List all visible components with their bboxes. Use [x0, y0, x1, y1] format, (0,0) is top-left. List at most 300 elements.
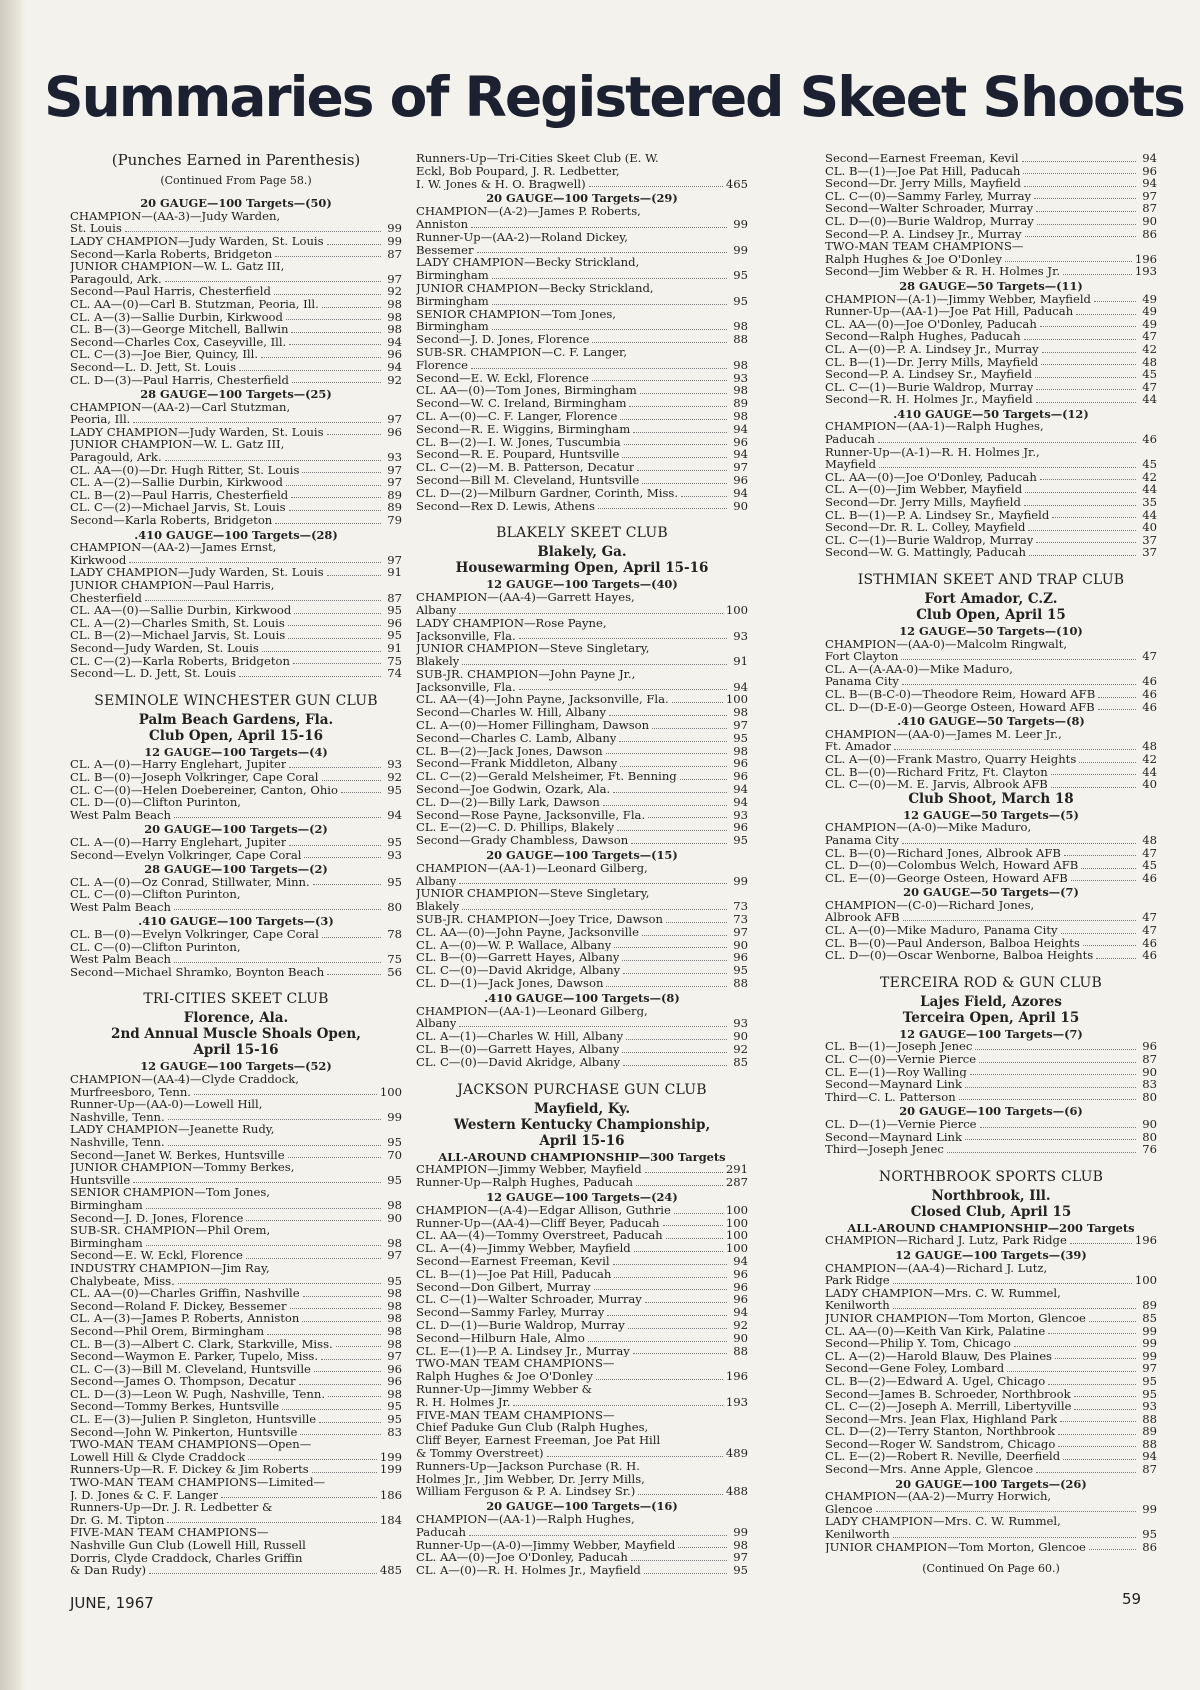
- score: 92: [387, 769, 402, 784]
- result-line: [416, 308, 748, 321]
- result-line: [825, 265, 1157, 278]
- result-text: Second—Earnest Freeman, Kevil: [416, 1254, 610, 1268]
- dot-leader: [471, 368, 727, 369]
- score: 90: [733, 1029, 748, 1044]
- dot-leader: [168, 1119, 381, 1120]
- section-note: (Punches Earned in Parenthesis): [111, 151, 361, 169]
- score: 97: [733, 1550, 748, 1565]
- dot-leader: [965, 1139, 1136, 1140]
- result-text: CL. B—(0)—Garrett Hayes, Albany: [416, 1043, 620, 1056]
- dot-leader: [239, 370, 381, 371]
- dot-leader: [1023, 173, 1136, 174]
- dot-leader: [1025, 236, 1136, 237]
- score: 96: [733, 820, 748, 835]
- dot-leader: [289, 845, 381, 846]
- result-text: Nashville, Tenn.: [70, 1136, 165, 1149]
- result-text: Second—Waymon E. Parker, Tupelo, Miss.: [70, 1350, 319, 1363]
- result-text: CL. C—(3)—Bill M. Cleveland, Huntsville: [70, 1362, 311, 1376]
- dot-leader: [1024, 505, 1136, 506]
- dot-leader: [648, 817, 727, 818]
- result-line: [825, 356, 1157, 369]
- dot-leader: [1024, 186, 1136, 187]
- result-text: Blakely: [416, 900, 460, 914]
- dot-leader: [606, 753, 727, 754]
- score: 99: [733, 1524, 748, 1539]
- result-line: [825, 546, 1157, 559]
- dot-leader: [327, 244, 381, 245]
- result-text: CL. B—(0)—Paul Anderson, Balboa Heights: [825, 936, 1080, 950]
- score: 94: [733, 1253, 748, 1268]
- result-text: CL. D—(0)—Oscar Wenborne, Balboa Heights: [825, 949, 1094, 962]
- score: 70: [387, 1147, 402, 1162]
- result-line: [70, 248, 402, 261]
- dot-leader: [1076, 314, 1136, 315]
- result-line: [416, 719, 748, 732]
- dot-leader: [129, 562, 381, 563]
- dot-leader: [336, 1346, 381, 1347]
- result-text: Second—E. W. Eckl, Florence: [416, 371, 589, 385]
- result-text: Ralph Hughes & Joe O'Donley: [416, 1370, 593, 1383]
- result-line: [70, 1073, 402, 1086]
- result-line: [416, 887, 748, 900]
- result-line: [416, 693, 748, 706]
- score: 94: [387, 359, 402, 374]
- result-text: Murfreesboro, Tenn.: [70, 1085, 191, 1099]
- result-text: LADY CHAMPION—Mrs. C. W. Rummel,: [825, 1286, 1061, 1300]
- result-text: CHAMPION—(AA-0)—James M. Leer Jr.,: [825, 727, 1062, 741]
- result-text: Second—James O. Thompson, Decatur: [70, 1375, 296, 1388]
- result-line: [825, 1503, 1157, 1516]
- result-text: CL. D—(D-E-0)—George Osteen, Howard AFB: [825, 700, 1095, 714]
- result-text: Second—Dr. Jerry Mills, Mayfield: [825, 177, 1021, 190]
- score: 98: [387, 296, 402, 311]
- result-text: West Palm Beach: [70, 808, 171, 822]
- score: 489: [725, 1445, 748, 1460]
- result-line: [825, 1350, 1157, 1363]
- result-line: [70, 1262, 402, 1275]
- score: 73: [733, 899, 748, 914]
- result-text: CHAMPION—(A-0)—Mike Maduro,: [825, 821, 1032, 834]
- result-line: [416, 706, 748, 719]
- result-text: CL. B—(1)—Joseph Jenec: [825, 1040, 973, 1054]
- result-text: Second—John W. Pinkerton, Huntsville: [70, 1425, 298, 1439]
- dot-leader: [168, 1145, 381, 1146]
- dot-leader: [979, 1062, 1136, 1063]
- result-text: Second—Rose Payne, Jacksonville, Fla.: [416, 808, 646, 822]
- result-line: [70, 1199, 402, 1212]
- result-text: Second—Earnest Freeman, Kevil: [825, 152, 1019, 165]
- result-text: CL. AA—(0)—Charles Griffin, Nashville: [70, 1287, 300, 1300]
- result-line: [70, 235, 402, 248]
- result-text: J. D. Jones & C. F. Langer: [70, 1488, 219, 1502]
- gauge-heading: ALL-AROUND CHAMPIONSHIP—200 Targets: [847, 1220, 1135, 1235]
- result-line: [70, 604, 402, 617]
- result-line: [70, 311, 402, 324]
- dot-leader: [304, 857, 381, 858]
- result-line: [416, 1332, 748, 1345]
- result-line: [416, 951, 748, 964]
- score: 91: [387, 640, 402, 655]
- score: 90: [1142, 1064, 1157, 1079]
- result-text: CL. B—(1)—P. A. Lindsey Sr., Mayfield: [825, 508, 1050, 522]
- dot-leader: [1022, 161, 1136, 162]
- score: 96: [1142, 1039, 1157, 1054]
- result-line: [416, 732, 748, 745]
- result-line: [70, 758, 402, 771]
- score: 98: [387, 1235, 402, 1250]
- score: 94: [733, 1305, 748, 1320]
- result-text: Runner-Up—Jimmy Webber &: [416, 1382, 592, 1396]
- score: 80: [387, 899, 402, 914]
- result-text: Birmingham: [70, 1236, 143, 1250]
- result-line: [70, 464, 402, 477]
- result-text: CL. C—(3)—Joe Bier, Quincy, Ill.: [70, 348, 259, 361]
- result-line: [416, 862, 748, 875]
- result-text: Second—Paul Harris, Chesterfield: [70, 285, 271, 298]
- result-text: Panama City: [825, 833, 899, 847]
- score: 35: [1142, 495, 1157, 510]
- score: 92: [733, 1042, 748, 1056]
- result-text: Jacksonville, Fla.: [416, 680, 516, 694]
- result-text: R. H. Holmes Jr.: [416, 1395, 511, 1409]
- result-line: [416, 474, 748, 487]
- score: 90: [1142, 1117, 1157, 1131]
- result-line: [70, 1476, 402, 1489]
- result-line: [825, 1528, 1157, 1541]
- score: 94: [733, 794, 748, 809]
- result-line: [70, 928, 402, 941]
- dot-leader: [519, 689, 727, 690]
- result-text: CL. A—(0)—Harry Englehart, Jupiter: [70, 758, 287, 771]
- result-line: [70, 348, 402, 361]
- score: 95: [387, 1273, 402, 1288]
- gauge-heading: 20 GAUGE—100 Targets—(2): [144, 822, 328, 837]
- dot-leader: [1005, 261, 1132, 262]
- gauge-heading: 20 GAUGE—100 Targets—(26): [895, 1476, 1087, 1491]
- result-text: Cliff Beyer, Earnest Freeman, Joe Pat Hill: [416, 1434, 661, 1447]
- result-line: [416, 1217, 748, 1230]
- score: 89: [387, 500, 402, 515]
- result-text: CL. A—(2)—Charles Smith, St. Louis: [70, 616, 285, 630]
- result-line: [70, 323, 402, 336]
- dot-leader: [1040, 479, 1136, 480]
- result-line: [416, 1460, 748, 1473]
- score: 99: [733, 873, 748, 888]
- result-text: Fort Clayton: [825, 650, 899, 663]
- score: 46: [1142, 674, 1157, 689]
- result-text: CL. AA—(0)—John Payne, Jacksonville: [416, 925, 639, 939]
- result-text: & Dan Rudy): [70, 1564, 147, 1577]
- gauge-heading: 12 GAUGE—100 Targets—(4): [144, 744, 328, 759]
- dot-leader: [290, 1308, 381, 1309]
- event-subheading: Mayfield, Ky.: [533, 1100, 631, 1117]
- result-text: Lowell Hill & Clyde Craddock: [70, 1450, 246, 1464]
- dot-leader: [947, 1152, 1136, 1153]
- result-text: Second—Don Gilbert, Murray: [416, 1280, 591, 1294]
- score: 96: [387, 347, 402, 362]
- result-line: [70, 514, 402, 527]
- dot-leader: [894, 749, 1136, 750]
- result-text: CL. A—(0)—R. H. Holmes Jr., Mayfield: [416, 1564, 641, 1577]
- result-line: [70, 849, 402, 862]
- result-line: [416, 1551, 748, 1564]
- result-text: CL. B—(3)—Albert C. Clark, Starkville, Miss.: [70, 1337, 333, 1351]
- result-line: [825, 1325, 1157, 1338]
- result-line: [70, 579, 402, 592]
- score: 48: [1142, 832, 1157, 847]
- dot-leader: [288, 1157, 381, 1158]
- result-line: [825, 949, 1157, 962]
- result-text: CL. C—(2)—Michael Jarvis, St. Louis: [70, 501, 286, 515]
- result-text: CHAMPION—(AA-1)—Ralph Hughes,: [416, 1512, 635, 1526]
- result-line: [70, 1249, 402, 1262]
- dot-leader: [547, 1456, 723, 1457]
- result-line: [416, 821, 748, 834]
- result-line: [70, 1350, 402, 1363]
- result-line: [825, 165, 1157, 178]
- score: 94: [733, 782, 748, 797]
- event-subheading: Terceira Open, April 15: [902, 1009, 1080, 1026]
- result-text: Second—W. G. Mattingly, Paducah: [825, 546, 1026, 559]
- result-line: [70, 941, 402, 954]
- result-text: JUNIOR CHAMPION—Tom Morton, Glencoe: [825, 1540, 1086, 1554]
- dot-leader: [959, 1099, 1136, 1100]
- result-text: CL. B—(0)—Richard Jones, Albrook AFB: [825, 846, 1061, 860]
- dot-leader: [303, 1296, 381, 1297]
- result-line: [70, 476, 402, 489]
- score: 94: [1142, 151, 1157, 165]
- result-text: Birmingham: [416, 269, 489, 282]
- dot-leader: [1064, 855, 1136, 856]
- dot-leader: [322, 937, 381, 938]
- score: 75: [387, 653, 402, 668]
- result-line: [416, 165, 748, 178]
- result-text: CHAMPION—(AA-0)—Malcolm Ringwalt,: [825, 637, 1068, 651]
- gauge-heading: 28 GAUGE—100 Targets—(25): [140, 387, 332, 402]
- event-subheading: Florence, Ala.: [183, 1010, 289, 1027]
- result-text: Glencoe: [825, 1502, 873, 1516]
- score: 100: [725, 1215, 748, 1230]
- score: 97: [387, 1248, 402, 1263]
- score: 99: [1142, 1348, 1157, 1363]
- result-line: [70, 1237, 402, 1250]
- result-text: CL. AA—(0)—Sallie Durbin, Kirkwood: [70, 604, 292, 617]
- result-text: Second—Tommy Berkes, Huntsville: [70, 1400, 280, 1414]
- dot-leader: [1041, 364, 1136, 365]
- score: 98: [733, 1537, 748, 1552]
- dot-leader: [1081, 868, 1136, 869]
- result-line: [416, 1043, 748, 1056]
- result-text: CHAMPION—(AA-2)—James Ernst,: [70, 541, 277, 554]
- result-text: Kenilworth: [825, 1528, 890, 1541]
- result-text: Second—Mrs. Jean Flax, Highland Park: [825, 1412, 1058, 1426]
- score: 99: [387, 221, 402, 236]
- result-line: [70, 1136, 402, 1149]
- result-line: [70, 1388, 402, 1401]
- score: 93: [733, 1016, 748, 1031]
- result-text: Runners-Up—Tri-Cities Skeet Club (E. W.: [416, 152, 659, 165]
- score: 88: [1142, 1411, 1157, 1426]
- result-line: [825, 534, 1157, 547]
- result-text: CL. C—(0)—Helen Doebereiner, Canton, Ohio: [70, 783, 338, 797]
- result-text: CL. A—(0)—Jim Webber, Mayfield: [825, 483, 1023, 497]
- score: 90: [733, 937, 748, 952]
- result-line: [70, 273, 402, 286]
- dot-leader: [879, 467, 1136, 468]
- dot-leader: [149, 1573, 377, 1574]
- dot-leader: [622, 457, 727, 458]
- gauge-heading: 20 GAUGE—100 Targets—(6): [899, 1104, 1083, 1119]
- result-line: [416, 783, 748, 796]
- result-line: [416, 604, 748, 617]
- result-text: JUNIOR CHAMPION—W. L. Gatz III,: [70, 438, 285, 452]
- result-line: [416, 269, 748, 282]
- score: 97: [387, 412, 402, 427]
- result-line: [825, 1131, 1157, 1144]
- score: 96: [733, 950, 748, 965]
- gauge-heading: 12 GAUGE—100 Targets—(7): [899, 1026, 1083, 1041]
- dot-leader: [636, 1185, 723, 1186]
- dot-leader: [275, 523, 381, 524]
- dot-leader: [634, 1251, 723, 1252]
- result-line: [825, 393, 1157, 406]
- score: 95: [733, 268, 748, 283]
- dot-leader: [288, 638, 381, 639]
- result-line: [70, 617, 402, 630]
- result-text: CL. AA—(0)—Joe O'Donley, Paducah: [825, 317, 1037, 331]
- result-line: [70, 1312, 402, 1325]
- result-text: CHAMPION—(AA-1)—Ralph Hughes,: [825, 420, 1044, 434]
- result-line: [825, 753, 1157, 766]
- dot-leader: [681, 496, 727, 497]
- dot-leader: [603, 805, 727, 806]
- dot-leader: [592, 342, 727, 343]
- score: 80: [1142, 1089, 1157, 1104]
- dot-leader: [622, 960, 727, 961]
- result-text: Second—Philip Y. Tom, Chicago: [825, 1337, 1011, 1350]
- result-text: I. W. Jones & H. O. Bragwell): [416, 177, 586, 191]
- result-text: CL. C—(0)—Vernie Pierce: [825, 1053, 977, 1066]
- result-line: [416, 939, 748, 952]
- dot-leader: [1089, 1321, 1136, 1322]
- result-line: [416, 809, 748, 822]
- result-text: CL. B—(0)—Joseph Volkringer, Cape Coral: [70, 770, 319, 784]
- dot-leader: [146, 1208, 381, 1209]
- result-text: Bessemer: [416, 243, 474, 257]
- result-text: Second—J. D. Jones, Florence: [416, 333, 590, 346]
- result-line: [70, 336, 402, 349]
- dot-leader: [1061, 933, 1136, 934]
- score: 97: [733, 924, 748, 939]
- result-line: [70, 541, 402, 554]
- score: 95: [387, 628, 402, 643]
- result-line: [70, 401, 402, 414]
- result-line: [70, 1539, 402, 1552]
- gauge-heading: 28 GAUGE—50 Targets—(11): [899, 278, 1083, 293]
- result-text: CL. AA—(4)—John Payne, Jacksonville, Fla.: [416, 693, 669, 707]
- dot-leader: [589, 186, 723, 187]
- score: 89: [1142, 1298, 1157, 1313]
- result-text: JUNIOR CHAMPION—Tom Morton, Glencoe: [825, 1311, 1086, 1325]
- score: 40: [1142, 520, 1157, 535]
- dot-leader: [1098, 697, 1136, 698]
- dot-leader: [471, 227, 727, 228]
- score: 98: [387, 309, 402, 324]
- club-heading: SEMINOLE WINCHESTER GUN CLUB: [94, 692, 378, 709]
- result-text: Second—Bill M. Cleveland, Huntsville: [416, 473, 640, 487]
- dot-leader: [893, 1308, 1136, 1309]
- dot-leader: [893, 1537, 1136, 1538]
- result-text: CL. C—(1)—Burie Waldrop, Murray: [825, 380, 1034, 394]
- result-line: [70, 1300, 402, 1313]
- dot-leader: [1070, 1243, 1132, 1244]
- result-line: [416, 1306, 748, 1319]
- result-line: [416, 487, 748, 500]
- gauge-heading: .410 GAUGE—100 Targets—(28): [134, 527, 338, 542]
- score: 97: [1142, 1361, 1157, 1376]
- result-text: Runner-Up—Ralph Hughes, Paducah: [416, 1176, 634, 1189]
- result-text: CHAMPION—(A-1)—Jimmy Webber, Mayfield: [825, 292, 1091, 306]
- result-text: CL. A—(0)—Mike Maduro, Panama City: [825, 924, 1058, 937]
- result-line: [416, 218, 748, 231]
- result-text: CL. E—(2)—C. D. Phillips, Blakely: [416, 821, 615, 835]
- result-text: CL. A—(2)—Harold Blauw, Des Plaines: [825, 1349, 1053, 1363]
- result-text: Second—Judy Warden, St. Louis: [70, 641, 259, 655]
- result-line: [416, 1345, 748, 1358]
- result-text: Second—Rex D. Lewis, Athens: [416, 499, 595, 513]
- dot-leader: [631, 1560, 727, 1561]
- result-text: CL. E—(2)—Robert R. Neville, Deerfield: [825, 1450, 1061, 1464]
- result-text: Eckl, Bob Poupard, J. R. Ledbetter,: [416, 164, 620, 178]
- result-text: Albany: [416, 874, 457, 888]
- result-line: [825, 240, 1157, 253]
- result-text: CL. D—(1)—Burie Waldrop, Murray: [416, 1318, 625, 1332]
- dot-leader: [282, 1409, 381, 1410]
- score: 485: [379, 1563, 402, 1578]
- score: 76: [1142, 1142, 1157, 1157]
- result-line: [825, 1541, 1157, 1554]
- score: 91: [733, 654, 748, 669]
- dot-leader: [588, 1341, 727, 1342]
- dot-leader: [617, 830, 727, 831]
- score: 45: [1142, 858, 1157, 873]
- result-line: [416, 1176, 748, 1189]
- score: 99: [733, 216, 748, 231]
- dot-leader: [1035, 377, 1136, 378]
- score: 93: [1142, 1399, 1157, 1414]
- result-text: TWO-MAN TEAM CHAMPIONS—: [825, 240, 1024, 253]
- result-text: West Palm Beach: [70, 900, 171, 914]
- result-line: [416, 900, 748, 913]
- result-line: [825, 1413, 1157, 1426]
- event-subheading: Fort Amador, C.Z.: [924, 591, 1058, 607]
- result-line: [416, 461, 748, 474]
- result-text: Birmingham: [416, 320, 489, 334]
- result-text: Runners-Up—Dr. J. R. Ledbetter &: [70, 1501, 273, 1514]
- result-line: [416, 1319, 748, 1332]
- dot-leader: [878, 442, 1136, 443]
- result-line: [825, 1463, 1157, 1476]
- result-text: Paducah: [825, 433, 875, 446]
- result-line: [70, 1287, 402, 1300]
- result-text: Albany: [416, 1017, 457, 1031]
- result-text: William Ferguson & P. A. Lindsey Sr.): [416, 1485, 636, 1499]
- result-text: Second—E. W. Eckl, Florence: [70, 1249, 243, 1262]
- result-text: Second—R. H. Holmes Jr., Mayfield: [825, 393, 1033, 406]
- dot-leader: [970, 1074, 1136, 1075]
- result-text: CL. B—(0)—Garrett Hayes, Albany: [416, 951, 620, 965]
- score: 46: [1142, 699, 1157, 714]
